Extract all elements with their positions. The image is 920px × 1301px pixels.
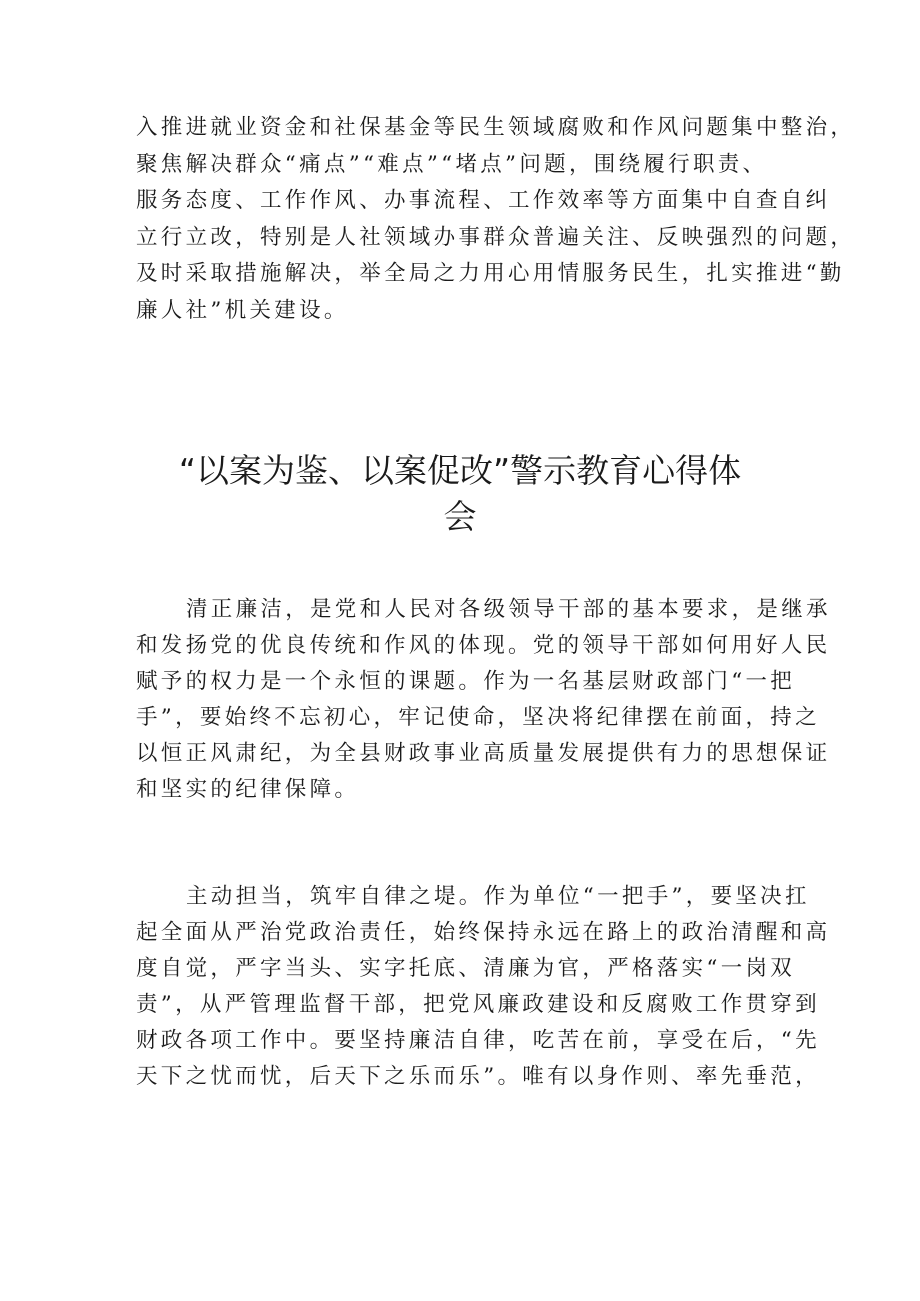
text-line: 主动担当，筑牢自律之堤。作为单位“一把手”，要坚决扛 bbox=[186, 884, 810, 909]
paragraph-2 bbox=[136, 879, 831, 1095]
text-line: 手”，要始终不忘初心，牢记使命，坚决将纪律摆在前面，持之 bbox=[136, 705, 820, 730]
title-line-1: “以案为鉴、以案促改”警示教育心得体 bbox=[178, 451, 742, 490]
text-line: 清正廉洁，是党和人民对各级领导干部的基本要求，是继承 bbox=[186, 597, 831, 622]
text-line: 度自觉，严字当头、实字托底、清廉为官，严格落实“一岗双 bbox=[136, 956, 796, 981]
article-title bbox=[120, 448, 800, 540]
text-line: 服务态度、工作作风、办事流程、工作效率等方面集中自查自纠 bbox=[136, 188, 831, 213]
title-line-2: 会 bbox=[443, 497, 477, 536]
text-line: 聚焦解决群众“痛点”“难点”“堵点”问题，围绕履行职责、 bbox=[136, 151, 768, 177]
text-line: 立行立改，特别是人社领域办事群众普遍关注、反映强烈的问题， bbox=[136, 224, 856, 250]
paragraph-1 bbox=[136, 592, 831, 808]
text-line: 以恒正风肃纪，为全县财政事业高质量发展提供有力的思想保证 bbox=[136, 741, 831, 766]
text-line: 及时采取措施解决，举全局之力用心用情服务民生，扎实推进“勤 bbox=[136, 261, 845, 286]
text-line: 入推进就业资金和社保基金等民生领域腐败和作风问题集中整治， bbox=[136, 115, 856, 140]
text-line: 和发扬党的优良传统和作风的体现。党的领导干部如何用好人民 bbox=[136, 633, 831, 658]
intro-paragraph bbox=[136, 110, 856, 329]
text-line: 天下之忧而忧，后天下之乐而乐”。唯有以身作则、率先垂范， bbox=[136, 1064, 820, 1089]
text-line: 赋予的权力是一个永恒的课题。作为一名基层财政部门“一把 bbox=[136, 669, 796, 694]
text-line: 和坚实的纪律保障。 bbox=[136, 777, 360, 802]
text-line: 廉人社”机关建设。 bbox=[136, 297, 349, 323]
text-line: 财政各项工作中。要坚持廉洁自律，吃苦在前，享受在后，“先 bbox=[136, 1028, 820, 1053]
text-line: 起全面从严治党政治责任，始终保持永远在路上的政治清醒和高 bbox=[136, 920, 831, 945]
text-line: 责”，从严管理监督干部，把党风廉政建设和反腐败工作贯穿到 bbox=[136, 992, 820, 1017]
